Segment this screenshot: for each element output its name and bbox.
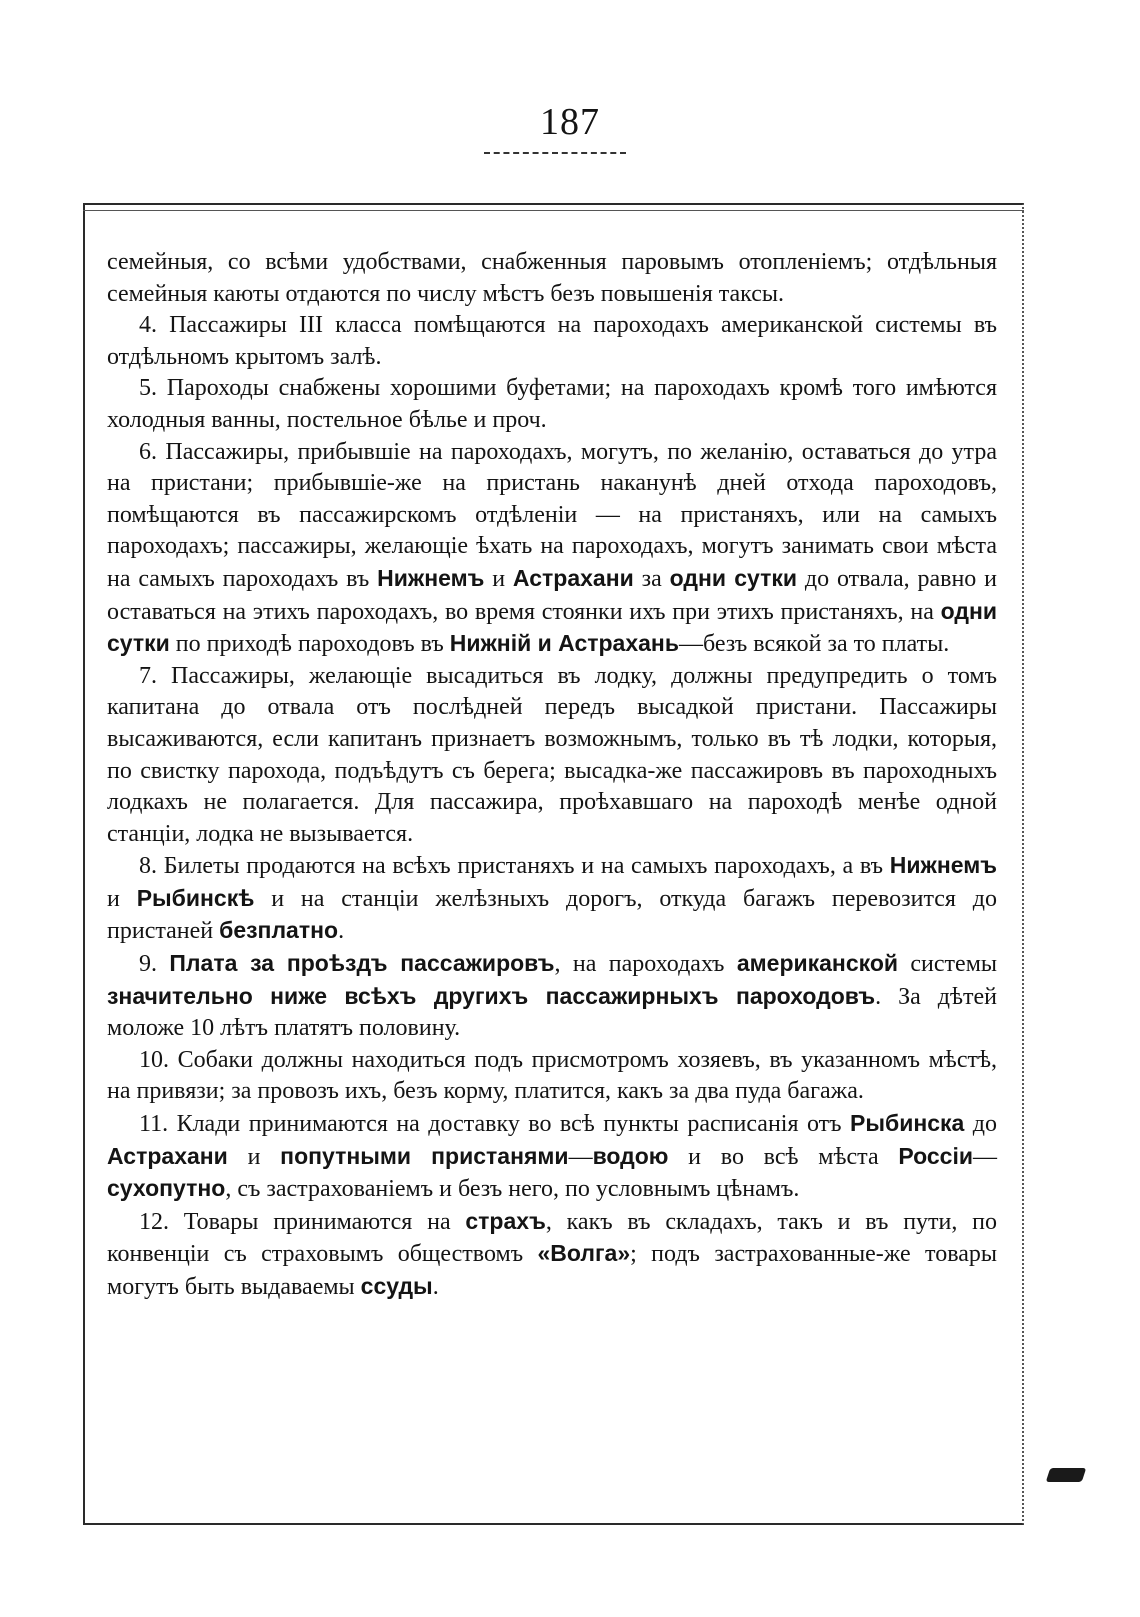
body-text: —	[568, 1143, 593, 1170]
paragraph-10	[107, 1045, 997, 1108]
emphasis-text: Нижній и Астрахань	[449, 630, 679, 657]
body-text: и во всѣ мѣста	[668, 1143, 899, 1170]
emphasis-text: Астрахани	[512, 564, 634, 591]
ink-blot-mark	[1046, 1468, 1087, 1482]
body-text: до отвала, равно и оставаться на этихъ пароходахъ, во время стоянки ихъ при этихъ пристаняхъ, на	[107, 565, 998, 625]
emphasis-text: одни сутки	[669, 564, 798, 591]
emphasis-text: ссуды	[360, 1273, 433, 1299]
emphasis-text: Плата за проѣздъ пассажировъ	[169, 950, 555, 977]
body-text: ; подъ застрахованные-же товары могутъ быть выдаваемы	[107, 1241, 997, 1300]
paragraph-continued	[107, 247, 997, 310]
body-text: 10. Собаки должны находиться подъ присмотромъ хозяевъ, въ указанномъ мѣстѣ, на привязи; за провозъ ихъ, безъ корму, платится, какъ за два пуда багажа.	[107, 1046, 997, 1105]
body-text: за	[633, 565, 670, 592]
emphasis-text: водою	[592, 1142, 669, 1169]
emphasis-text: страхъ	[465, 1207, 546, 1234]
body-text: 7. Пассажиры, желающіе высадиться въ лодку, должны предупредить о томъ капитана до отвала отъ послѣдней передъ высадкой пристани. Пассажиры высаживаются, если капитанъ признаетъ возможнымъ, только въ тѣ лодки, которыя, по свистку парохода, подъѣдутъ съ берега; высадка-же пассажировъ въ пароходныхъ лодкахъ не полагается. Для пассажира, проѣхавшаго на пароходѣ менѣе одной станціи, лодка не вызывается.	[107, 662, 997, 847]
body-text: , какъ въ складахъ, такъ и въ пути, по конвенціи съ страховымъ обществомъ	[107, 1208, 997, 1268]
emphasis-text: Нижнемъ	[377, 564, 485, 591]
page-number: 187	[540, 101, 600, 143]
emphasis-text: значительно ниже всѣхъ другихъ пассажирныхъ пароходовъ	[107, 982, 876, 1009]
page-number-underline	[484, 152, 626, 154]
body-text: 11. Клади принимаются на доставку во всѣ пункты расписанія отъ	[139, 1111, 850, 1138]
emphasis-text: Рыбинскѣ	[136, 884, 255, 911]
body-text: .	[432, 1274, 439, 1300]
paragraph-4	[107, 310, 997, 373]
body-text: и	[107, 885, 137, 912]
emphasis-text: Астрахани	[107, 1142, 228, 1169]
body-text: .	[338, 918, 345, 945]
body-text: 9.	[139, 951, 170, 978]
body-text: 12. Товары принимаются на	[139, 1208, 466, 1235]
emphasis-text: американской	[736, 950, 899, 977]
paragraph-8	[107, 850, 997, 948]
page-body	[107, 247, 997, 1304]
paragraph-5	[107, 373, 997, 436]
body-text: 4. Пассажиры III класса помѣщаются на пароходахъ американской системы въ отдѣльномъ крытомъ залѣ.	[107, 312, 997, 370]
paragraph-9	[107, 948, 997, 1045]
body-text: —безъ всякой за то платы.	[678, 631, 950, 658]
body-text: и	[227, 1143, 281, 1170]
emphasis-text: попутными пристанями	[280, 1142, 569, 1169]
body-text: системы	[898, 951, 998, 978]
emphasis-text: Россіи	[898, 1142, 973, 1169]
body-text: по приходѣ пароходовъ въ	[169, 631, 450, 658]
emphasis-text: Рыбинска	[850, 1110, 965, 1137]
body-text: 5. Пароходы снабжены хорошими буфетами; на пароходахъ кромѣ того имѣются холодныя ванны, постельное бѣлье и проч.	[107, 375, 997, 433]
paragraph-7	[107, 661, 997, 851]
emphasis-text: сухопутно	[107, 1175, 226, 1202]
emphasis-text: Нижнемъ	[889, 852, 997, 879]
paragraph-12	[107, 1206, 997, 1304]
emphasis-text: безплатно	[219, 917, 339, 944]
body-text: до	[964, 1111, 997, 1138]
body-text: и	[484, 565, 513, 592]
body-text: семейныя, со всѣми удобствами, снабженныя паровымъ отопленіемъ; отдѣльныя семейныя каюты отдаются по числу мѣстъ безъ повышенія таксы.	[107, 249, 997, 307]
body-text: 8. Билеты продаются на всѣхъ пристаняхъ и на самыхъ пароходахъ, а въ	[139, 853, 890, 880]
body-text: , на пароходахъ	[554, 951, 737, 978]
body-text: . За дѣтей моложе 10 лѣтъ платятъ половину.	[107, 983, 997, 1042]
body-text: 6. Пассажиры, прибывшіе на пароходахъ, могутъ, по желанію, оставаться до утра на пристани; прибывшіе-же на пристань наканунѣ дней отхода пароходовъ, помѣщаются въ пассажирскомъ отдѣленіи — на пристаняхъ, или на самыхъ пароходахъ; пассажиры, желающіе ѣхать на пароходахъ, могутъ занимать свои мѣста на самыхъ пароходахъ въ	[107, 438, 997, 592]
body-text: и на станціи желѣзныхъ дорогъ, откуда багажъ перевозится до пристаней	[107, 885, 998, 945]
paragraph-11	[107, 1108, 997, 1206]
body-text: —	[973, 1143, 997, 1170]
frame-top-rule	[83, 210, 1024, 211]
paragraph-6	[107, 437, 997, 661]
emphasis-text: «Волга»	[537, 1240, 631, 1267]
body-text: , съ застрахованіемъ и безъ него, по условнымъ цѣнамъ.	[225, 1176, 800, 1203]
emphasis-text: одни сутки	[107, 597, 997, 657]
